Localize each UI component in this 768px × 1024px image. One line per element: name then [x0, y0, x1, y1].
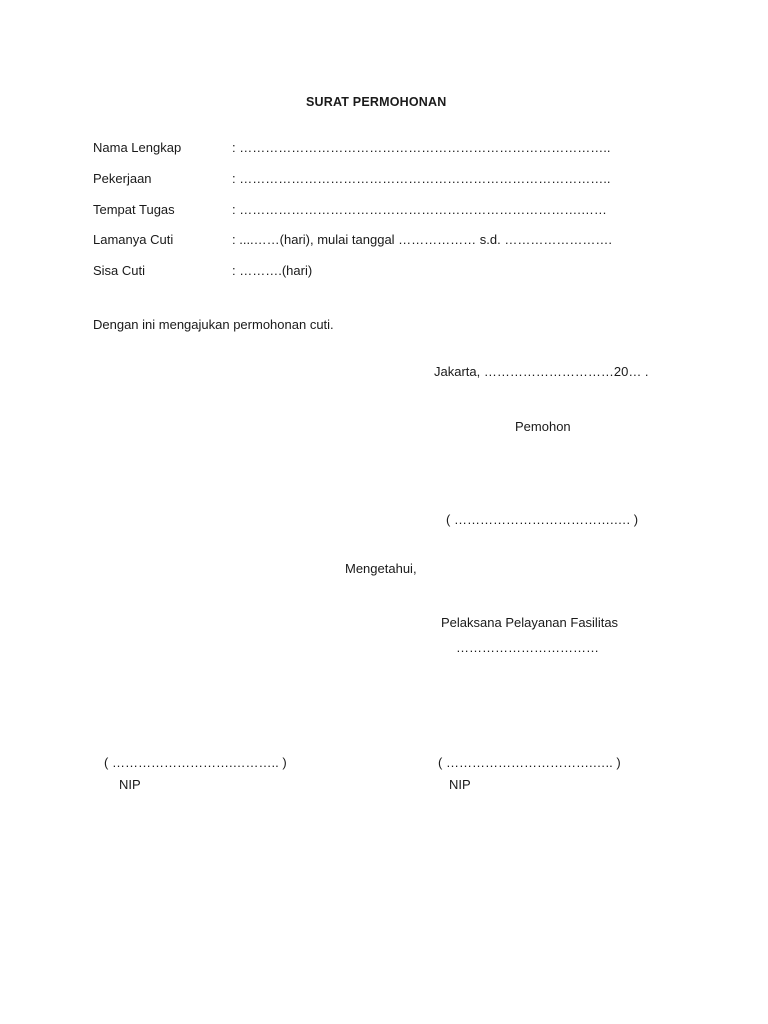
field-label-sisa-cuti: Sisa Cuti	[93, 263, 146, 278]
field-label-nama-lengkap: Nama Lengkap	[93, 140, 182, 155]
acknowledged-label: Mengetahui,	[345, 561, 417, 576]
document-title: SURAT PERMOHONAN	[306, 95, 447, 109]
officer-title: Pelaksana Pelayanan Fasilitas	[441, 615, 619, 630]
field-value-sisa-cuti: : ……….(hari)	[232, 263, 313, 278]
field-value-tempat-tugas: : …………………………………………………………………….……	[232, 202, 607, 217]
signature-line-left: ( ……………………….……….. )	[104, 755, 287, 770]
applicant-signature-line: ( ……………………………….…. )	[446, 512, 639, 527]
signature-line-right: ( …………………………….….. )	[438, 755, 621, 770]
applicant-title: Pemohon	[515, 419, 571, 434]
field-value-lamanya-cuti: : ....……(hari), mulai tanggal ……………… s.d. …………………….	[232, 232, 612, 247]
officer-subtitle: ……………………………	[456, 640, 599, 655]
place-date: Jakarta, …………………………20… .	[434, 364, 649, 379]
field-label-lamanya-cuti: Lamanya Cuti	[93, 232, 174, 247]
field-label-pekerjaan: Pekerjaan	[93, 171, 152, 186]
field-label-tempat-tugas: Tempat Tugas	[93, 202, 175, 217]
nip-label-right: NIP	[449, 777, 471, 792]
field-value-pekerjaan: : …………………………………………………………………………..	[232, 171, 611, 186]
statement-text: Dengan ini mengajukan permohonan cuti.	[93, 317, 334, 332]
nip-label-left: NIP	[119, 777, 141, 792]
field-value-nama-lengkap: : …………………………………………………………………………..	[232, 140, 611, 155]
